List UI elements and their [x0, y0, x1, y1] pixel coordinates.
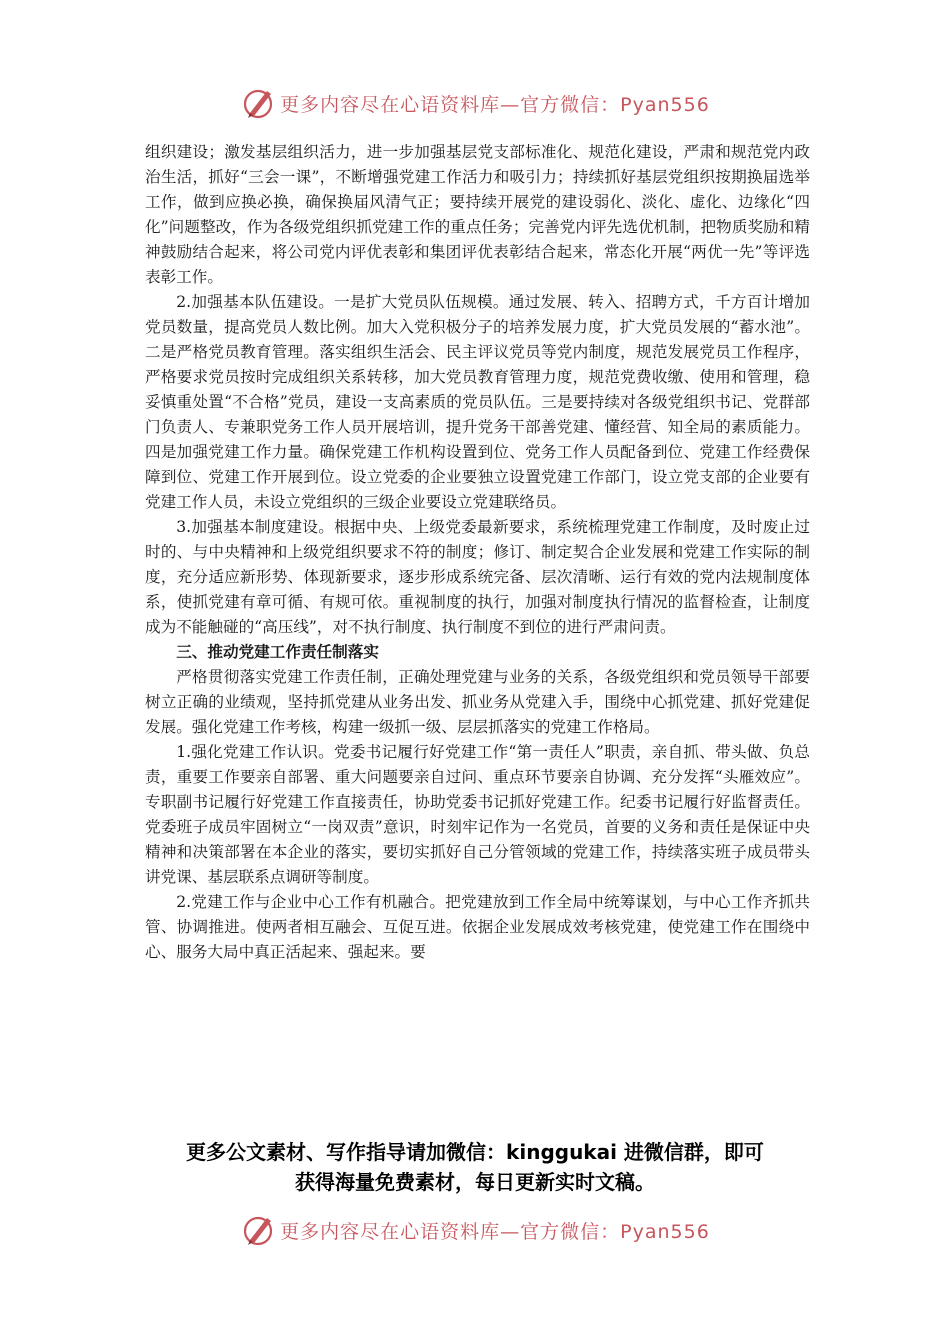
- paragraph-3: 3.加强基本制度建设。根据中央、上级党委最新要求，系统梳理党建工作制度，及时废止过时的、与中央精神和上级党组织要求不符的制度；修订、制定契合企业发展和党建工作实际的制度，充分适应新形势、体现新要求，逐步形成系统完备、层次清晰、运行有效的党内法规制度体系，使抓党建有章可循、有规可依。重视制度的执行，加强对制度执行情况的监督检查，让制度成为不能触碰的“高压线”，对不执行制度、执行制度不到位的进行严肃问责。: [145, 518, 810, 636]
- header-wechat-id: Pyan556: [620, 93, 710, 116]
- footer-banner: [0, 1210, 950, 1250]
- paragraph-2: 2.加强基本队伍建设。一是扩大党员队伍规模。通过发展、转入、招聘方式，千方百计增加党员数量，提高党员人数比例。加大入党积极分子的培养发展力度，扩大党员发展的“蓄水池”。二是严格党员教育管理。落实组织生活会、民主评议党员等党内制度，规范发展党员工作程序，严格要求党员按时完成组织关系转移，加大党员教育管理力度，规范党费收缴、使用和管理，稳妥慎重处置“不合格”党员，建设一支高素质的党员队伍。三是要持续对各级党组织书记、党群部门负责人、专兼职党务工作人员开展培训，提升党务干部善党建、懂经营、知全局的素质能力。四是加强党建工作力量。确保党建工作机构设置到位、党务工作人员配备到位、党建工作经费保障到位、党建工作开展到位。设立党委的企业要独立设置党建工作部门，设立党支部的企业要有党建工作人员，未设立党组织的三级企业要设立党建联络员。: [145, 293, 810, 511]
- section-paragraph-1: 严格贯彻落实党建工作责任制，正确处理党建与业务的关系，各级党组织和党员领导干部要树立正确的业绩观，坚持抓党建从业务出发、抓业务从党建入手，围绕中心抓党建、抓好党建促发展。强化党建工作考核，构建一级抓一级、层层抓落实的党建工作格局。: [145, 668, 810, 736]
- section-heading: 三、推动党建工作责任制落实: [176, 643, 379, 661]
- pen-logo-icon: [240, 84, 278, 122]
- section-paragraph-3: 2.党建工作与企业中心工作有机融合。把党建放到工作全局中统筹谋划，与中心工作齐抓共管、协调推进。使两者相互融会、互促互进。依据企业发展成效考核党建，使党建工作在围绕中心、服务大局中真正活起来、强起来。要: [145, 893, 810, 961]
- document-body: [145, 140, 810, 965]
- promo-text: [140, 1137, 810, 1197]
- footer-wechat-id: Pyan556: [620, 1220, 710, 1243]
- promo-line-1: 更多公文素材、写作指导请加微信：kinggukai 进微信群，即可: [186, 1140, 764, 1164]
- header-banner: [0, 83, 950, 123]
- promo-line-2: 获得海量免费素材，每日更新实时文稿。: [295, 1170, 655, 1194]
- footer-banner-text: [280, 1217, 710, 1244]
- pen-logo-icon: [240, 1211, 278, 1249]
- header-brand: 更多内容尽在心语资料库—官方微信：: [280, 93, 621, 116]
- footer-brand: 更多内容尽在心语资料库—官方微信：: [280, 1220, 621, 1243]
- paragraph-1: 组织建设；激发基层组织活力，进一步加强基层党支部标准化、规范化建设，严肃和规范党内政治生活，抓好“三会一课”，不断增强党建工作活力和吸引力；持续抓好基层党组织按期换届选举工作，做到应换必换，确保换届风清气正；要持续开展党的建设弱化、淡化、虚化、边缘化“四化”问题整改，作为各级党组织抓党建工作的重点任务；完善党内评先选优机制，把物质奖励和精神鼓励结合起来，将公司党内评优表彰和集团评优表彰结合起来，常态化开展“两优一先”等评选表彰工作。: [145, 143, 810, 286]
- section-paragraph-2: 1.强化党建工作认识。党委书记履行好党建工作“第一责任人”职责，亲自抓、带头做、负总责，重要工作要亲自部署、重大问题要亲自过问、重点环节要亲自协调、充分发挥“头雁效应”。专职副书记履行好党建工作直接责任，协助党委书记抓好党建工作。纪委书记履行好监督责任。党委班子成员牢固树立“一岗双责”意识，时刻牢记作为一名党员，首要的义务和责任是保证中央精神和决策部署在本企业的落实，要切实抓好自己分管领域的党建工作，持续落实班子成员带头讲党课、基层联系点调研等制度。: [145, 743, 810, 886]
- header-banner-text: [280, 90, 710, 117]
